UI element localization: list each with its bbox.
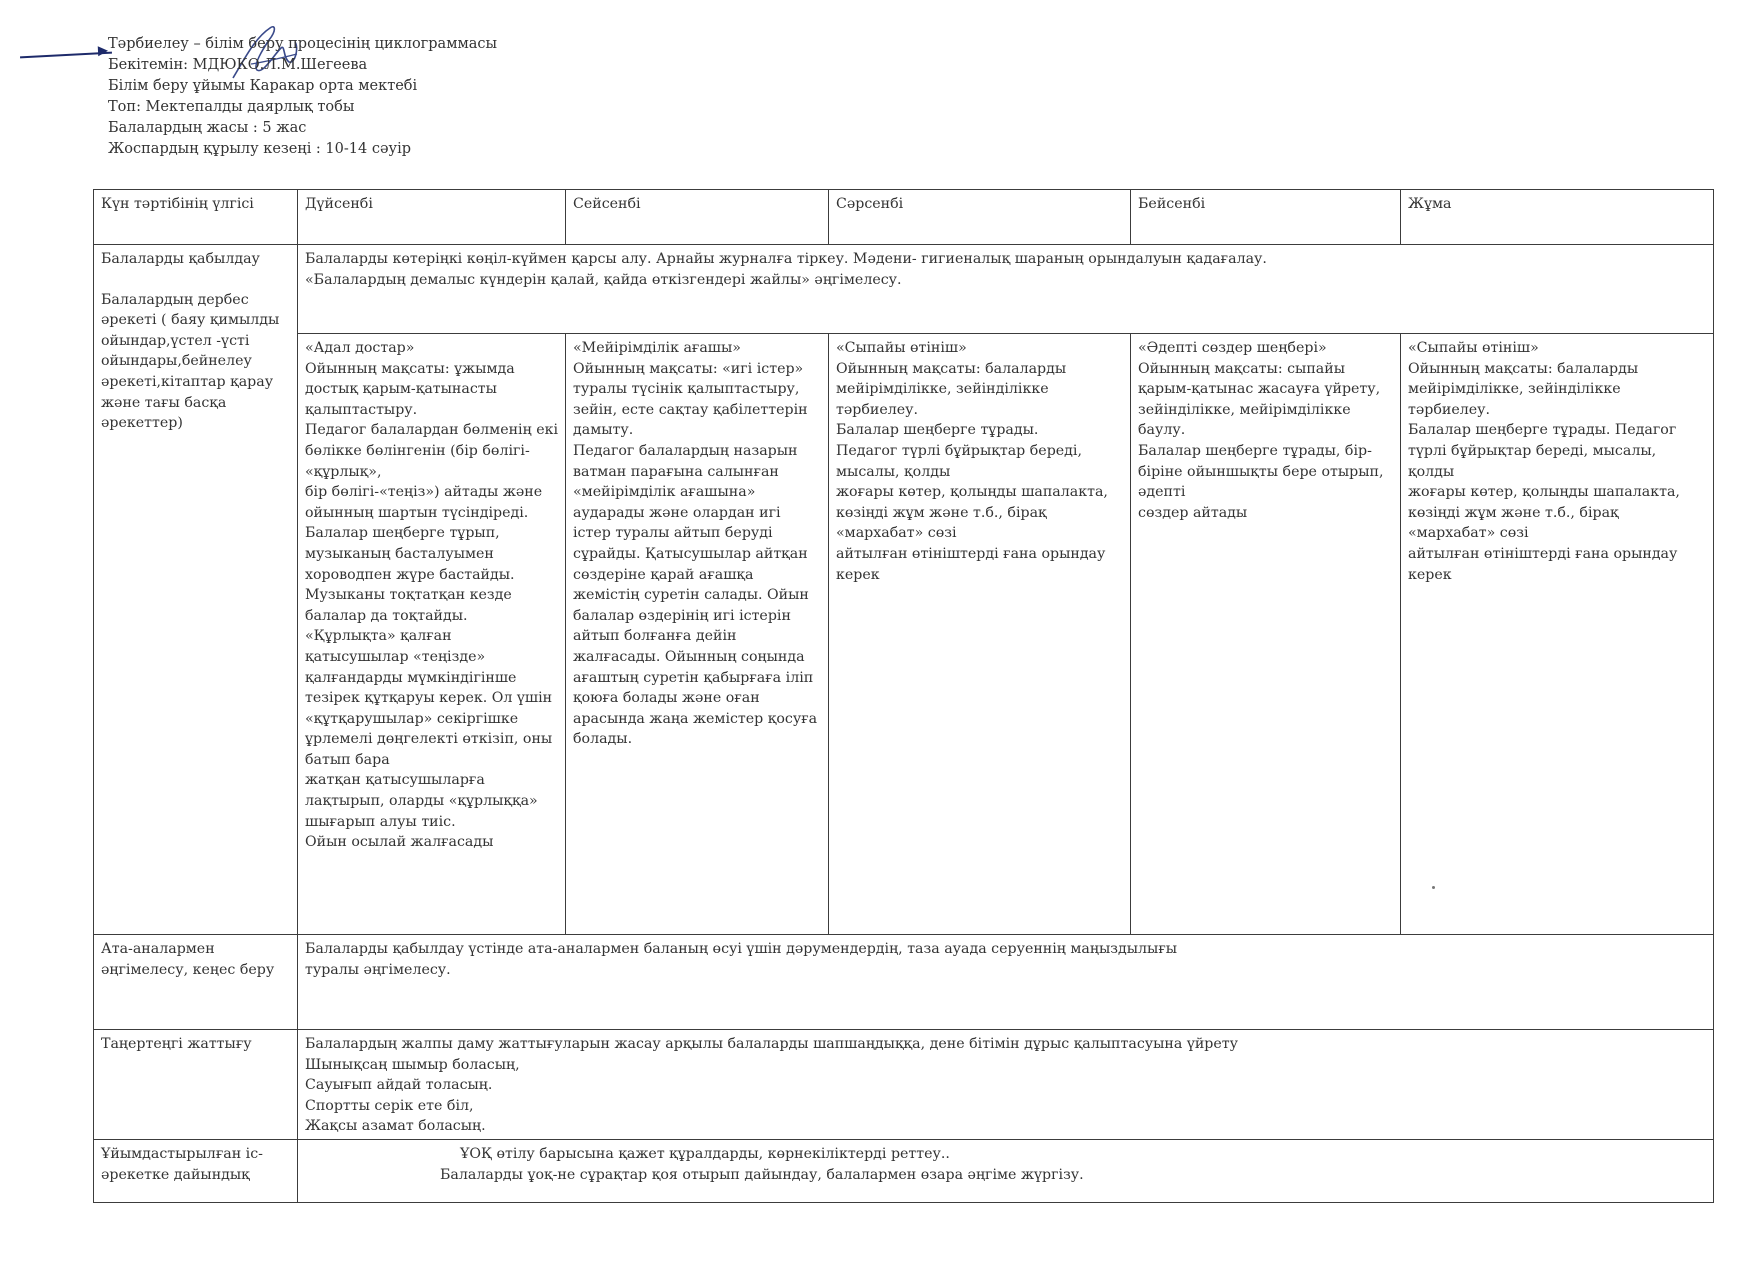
day-header-row bbox=[94, 190, 1714, 245]
parents-text-line: туралы әңгімелесу. bbox=[305, 961, 451, 978]
activity-line: Балалар шеңберге тұрып, музыканың басталуымен хороводпен жүре бастайды. Музыканы тоқтатқан кезде балалар да тоқтайды. «Құрлықта» қалған қатысушылар «теңізде» қалғандарды мүмкіндігінше тезірек құтқаруы керек. Ол үшін «құтқарушылар» секіргішке ұрлемелі дөңгелекті өткізіп, оны батып бара bbox=[305, 525, 553, 768]
day-friday: Жұма bbox=[1401, 190, 1714, 245]
header-organization: Білім беру ұйымы Каракар орта мектебі bbox=[108, 78, 418, 94]
scan-speck bbox=[1432, 886, 1435, 889]
prep-text-cell bbox=[298, 1139, 1714, 1202]
activity-thursday bbox=[1131, 334, 1401, 935]
activity-line: Балалар шеңберге тұрады. Педагог түрлі бұйрықтар береді, мысалы, қолды bbox=[1408, 422, 1677, 480]
exercise-text-line: Жақсы азамат боласың. bbox=[305, 1118, 486, 1135]
reception-label: Балаларды қабылдау bbox=[101, 251, 260, 267]
header-period: Жоспардың құрылу кезеңі : 10-14 сәуір bbox=[108, 141, 411, 157]
activity-line: «Сыпайы өтініш» bbox=[836, 340, 967, 356]
prep-label: Ұйымдастырылған іс-әрекетке дайындық bbox=[94, 1139, 298, 1202]
activity-line: Ойынның мақсаты: сыпайы қарым-қатынас жасауға үйрету, bbox=[1138, 360, 1381, 398]
activity-line: Педагог балалардан бөлменің екі бөлікке бөлінгенін (бір бөлігі- «құрлық», bbox=[305, 422, 558, 480]
activity-line: Педагог түрлі бұйрықтар береді, мысалы, қолды bbox=[836, 442, 1082, 480]
corner-cell: Күн тәртібінің үлгісі bbox=[94, 190, 298, 245]
header-approver: Бекітемін: МДЮКО.Л.М.Шегеева bbox=[108, 57, 368, 73]
reception-text-line: Балаларды көтеріңкі көңіл-күймен қарсы алу. Арнайы журналға тіркеу. Мәдени- гигиеналық шараның орындалуын қадағалау. bbox=[305, 251, 1267, 267]
activity-line: «Әдепті сөздер шеңбері» bbox=[1138, 340, 1327, 356]
prep-text-line: Балаларды ұоқ-не сұрақтар қоя отырып дайындау, балалармен өзара әңгіме жүргізу. bbox=[440, 1166, 1084, 1183]
activity-line: жоғары көтер, қолыңды шапалакта, көзіңді жұм және т.б., бірақ «мархабат» сөзі bbox=[1408, 484, 1680, 542]
exercise-label: Таңертеңгі жаттығу bbox=[94, 1030, 298, 1140]
exercise-text-line: Спортты серік ете біл, bbox=[305, 1097, 474, 1114]
activity-tuesday bbox=[566, 334, 829, 935]
header-age: Балалардың жасы : 5 жас bbox=[108, 120, 307, 136]
activity-line: Балалар шеңберге тұрады. bbox=[836, 422, 1039, 439]
reception-row bbox=[94, 245, 1714, 334]
activity-line: Ойынның мақсаты: балаларды мейірімділікке, зейінділікке тәрбиелеу. bbox=[1408, 360, 1639, 418]
parents-row bbox=[94, 935, 1714, 1030]
reception-and-activity-label bbox=[94, 245, 298, 935]
parents-label: Ата-аналармен әңгімелесу, кеңес беру bbox=[94, 935, 298, 1030]
header-group: Топ: Мектепалды даярлық тобы bbox=[108, 99, 355, 115]
activity-line: Балалар шеңберге тұрады, бір-біріне ойыншықты бере отырып, әдепті bbox=[1138, 442, 1384, 501]
exercise-row bbox=[94, 1030, 1714, 1140]
activity-row bbox=[94, 334, 1714, 935]
day-monday: Дүйсенбі bbox=[298, 190, 566, 245]
activity-label: Балалардың дербес әрекеті ( баяу қимылды ойындар,үстел -үсті ойындары,бейнелеу әрекеті,кітаптар қарау және тағы басқа әрекеттер) bbox=[101, 291, 280, 432]
day-tuesday: Сейсенбі bbox=[566, 190, 829, 245]
header-title: Тәрбиелеу – білім беру процесінің циклограммасы bbox=[108, 36, 498, 52]
activity-line: Ойынның мақсаты: балаларды мейірімділікке, зейінділікке тәрбиелеу. bbox=[836, 360, 1067, 418]
pen-stroke-arrow bbox=[98, 46, 109, 57]
document-header bbox=[108, 34, 497, 160]
activity-wednesday bbox=[829, 334, 1131, 935]
activity-line: жоғары көтер, қолыңды шапалакта, көзіңді жұм және т.б., бірақ «мархабат» сөзі bbox=[836, 484, 1108, 542]
activity-friday bbox=[1401, 334, 1714, 935]
activity-line: «Мейірімділік ағашы» bbox=[573, 340, 741, 356]
parents-text-line: Балаларды қабылдау үстінде ата-аналармен баланың өсуі үшін дәрумендердің, таза ауада серуеннің маңыздылығы bbox=[305, 941, 1178, 957]
exercise-text-line: Балалардың жалпы даму жаттығуларын жасау арқылы балаларды шапшаңдыққа, дене бітімін дұрыс қалыптасуына үйрету bbox=[305, 1036, 1238, 1052]
activity-line: жатқан қатысушыларға лақтырып, оларды «құрлыққа» шығарып алуы тиіс. bbox=[305, 772, 538, 830]
activity-line: зейінділікке, мейірімділікке баулу. bbox=[1138, 401, 1351, 439]
exercise-text-line: Сауығып айдай толасың. bbox=[305, 1077, 493, 1094]
prep-row bbox=[94, 1139, 1714, 1202]
parents-text-cell bbox=[298, 935, 1714, 1030]
day-wednesday: Сәрсенбі bbox=[829, 190, 1131, 245]
activity-line: Ойынның мақсаты: ұжымда достық қарым-қатынасты қалыптастыру. bbox=[305, 360, 515, 418]
activity-line: «Адал достар» bbox=[305, 340, 415, 356]
exercise-text-line: Шынықсаң шымыр боласың, bbox=[305, 1056, 520, 1073]
activity-line: сөздер айтады bbox=[1138, 504, 1248, 521]
exercise-text-cell bbox=[298, 1030, 1714, 1140]
activity-line: айтылған өтініштерді ғана орындау керек bbox=[836, 545, 1106, 583]
activity-line: «Сыпайы өтініш» bbox=[1408, 340, 1539, 356]
activity-line: айтылған өтініштерді ғана орындау керек bbox=[1408, 545, 1678, 583]
day-thursday: Бейсенбі bbox=[1131, 190, 1401, 245]
reception-text-line: «Балалардың демалыс күндерін қалай, қайда өткізгендері жайлы» әңгімелесу. bbox=[305, 271, 902, 288]
activity-line: Ойынның мақсаты: «игі істер» туралы түсінік қалыптастыру, зейін, есте сақтау қабілеттерін дамыту. bbox=[573, 360, 808, 439]
prep-text-line: ҰОҚ өтілу барысына қажет құралдарды, көрнекіліктерді реттеу.. bbox=[460, 1145, 950, 1162]
schedule-table bbox=[93, 189, 1714, 1203]
reception-text-cell bbox=[298, 245, 1714, 334]
activity-line: Ойын осылай жалғасады bbox=[305, 834, 494, 851]
activity-monday bbox=[298, 334, 566, 935]
activity-line: Педагог балалардың назарын ватман парағына салынған «мейірімділік ағашына» аударады және олардан игі істер туралы айтып беруді сұрайды. Қатысушылар айтқан сөздеріне қарай ағашқа жемістің суретін салады. Ойын балалар өздерінің игі істерін айтып болғанға дейін жалғасады. Ойынның соңында ағаштың суретін қабырғаға іліп қоюға болады және оған арасында жаңа жемістер қосуға болады. bbox=[573, 442, 818, 748]
activity-line: бір бөлігі-«теңіз») айтады және ойынның шартын түсіндіреді. bbox=[305, 484, 543, 521]
